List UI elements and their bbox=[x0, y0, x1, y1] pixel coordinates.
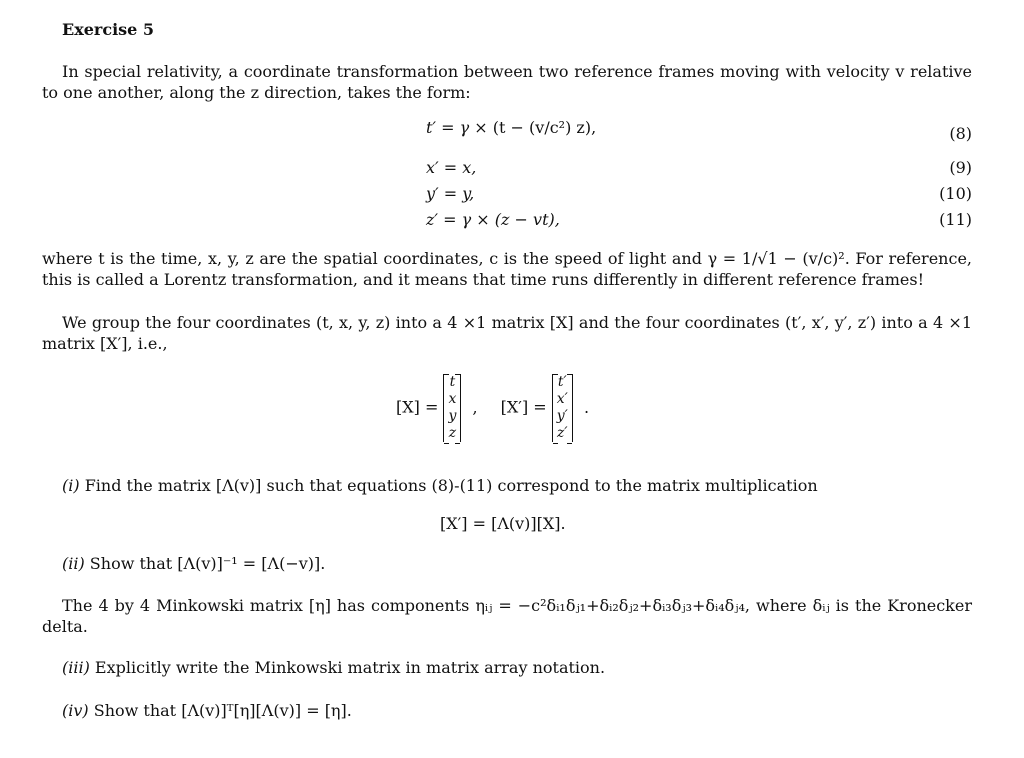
part-ii-label: (ii) bbox=[62, 554, 85, 573]
part-iii bbox=[62, 658, 605, 679]
equation-8-expr: (t − (v/c²) z), bbox=[492, 118, 597, 137]
matrix-x-entry: y bbox=[448, 408, 457, 424]
equation-9-lhs: x′ = x, bbox=[426, 158, 477, 177]
matrix-x bbox=[443, 374, 461, 442]
exercise-title: Exercise 5 bbox=[62, 20, 155, 39]
equation-11-lhs: z′ = γ × (z − vt), bbox=[426, 210, 560, 229]
equation-10 bbox=[426, 184, 474, 205]
intro-paragraph: In special relativity, a coordinate transformation between two reference frames moving with velocity v relative to one another, along the z direction, takes the form: bbox=[42, 62, 972, 102]
equation-11-number: (11) bbox=[939, 210, 972, 229]
matrix-xp-entry: x′ bbox=[556, 391, 568, 407]
equation-11 bbox=[426, 210, 560, 231]
equation-10-number: (10) bbox=[939, 184, 972, 203]
minkowski-paragraph: The 4 by 4 Minkowski matrix [η] has components ηᵢⱼ = −c²δᵢ₁δⱼ₁+δᵢ₂δⱼ₂+δᵢ₃δⱼ₃+δᵢ₄δⱼ₄, where δᵢⱼ is the Kronecker delta. bbox=[42, 596, 972, 636]
part-iii-text: Explicitly write the Minkowski matrix in matrix array notation. bbox=[89, 658, 606, 677]
matrix-xp-entry: t′ bbox=[557, 374, 567, 390]
equation-9-number: (9) bbox=[949, 158, 972, 177]
equation-8-number: (8) bbox=[949, 124, 972, 143]
matrix-end: . bbox=[583, 397, 590, 417]
equation-9 bbox=[426, 158, 476, 179]
matrix-x-prime bbox=[552, 374, 573, 442]
where-paragraph: where t is the time, x, y, z are the spatial coordinates, c is the speed of light and γ = 1/√1 − (v/c)². For reference, this is called a Lorentz transformation, and it means that time runs differently in different reference frames! bbox=[42, 249, 972, 289]
equation-8 bbox=[426, 118, 596, 139]
matrix-xp-entry: y′ bbox=[556, 408, 568, 424]
matrix-xp-entry: z′ bbox=[557, 425, 568, 441]
part-i-text: Find the matrix [Λ(v)] such that equations (8)-(11) correspond to the matrix multiplication bbox=[79, 476, 818, 495]
matrix-x-entry: z bbox=[448, 425, 457, 441]
equation-8-lhs: t′ = γ × bbox=[426, 118, 493, 137]
matrix-equations bbox=[396, 374, 589, 442]
matrix-separator: , bbox=[472, 397, 478, 417]
part-ii-text: Show that [Λ(v)]⁻¹ = [Λ(−v)]. bbox=[84, 554, 326, 573]
part-i-label: (i) bbox=[62, 476, 80, 495]
matrix-x-entry: t bbox=[449, 374, 456, 390]
part-i-equation: [X′] = [Λ(v)][X]. bbox=[440, 514, 566, 533]
part-i bbox=[62, 476, 818, 497]
part-iv-label: (iv) bbox=[62, 701, 89, 720]
part-iv bbox=[62, 701, 352, 722]
matrix-x-entry: x bbox=[448, 391, 457, 407]
part-ii bbox=[62, 554, 325, 575]
matrix-xp-label: [X′] = bbox=[500, 397, 547, 417]
matrix-x-label: [X] = bbox=[396, 397, 439, 417]
part-iv-text: Show that [Λ(v)]ᵀ[η][Λ(v)] = [η]. bbox=[88, 701, 352, 720]
part-iii-label: (iii) bbox=[62, 658, 90, 677]
group-paragraph: We group the four coordinates (t, x, y, z) into a 4 ×1 matrix [X] and the four coordinates (t′, x′, y′, z′) into a 4 ×1 matrix [X′], i.e., bbox=[42, 313, 972, 353]
equation-10-lhs: y′ = y, bbox=[426, 184, 475, 203]
